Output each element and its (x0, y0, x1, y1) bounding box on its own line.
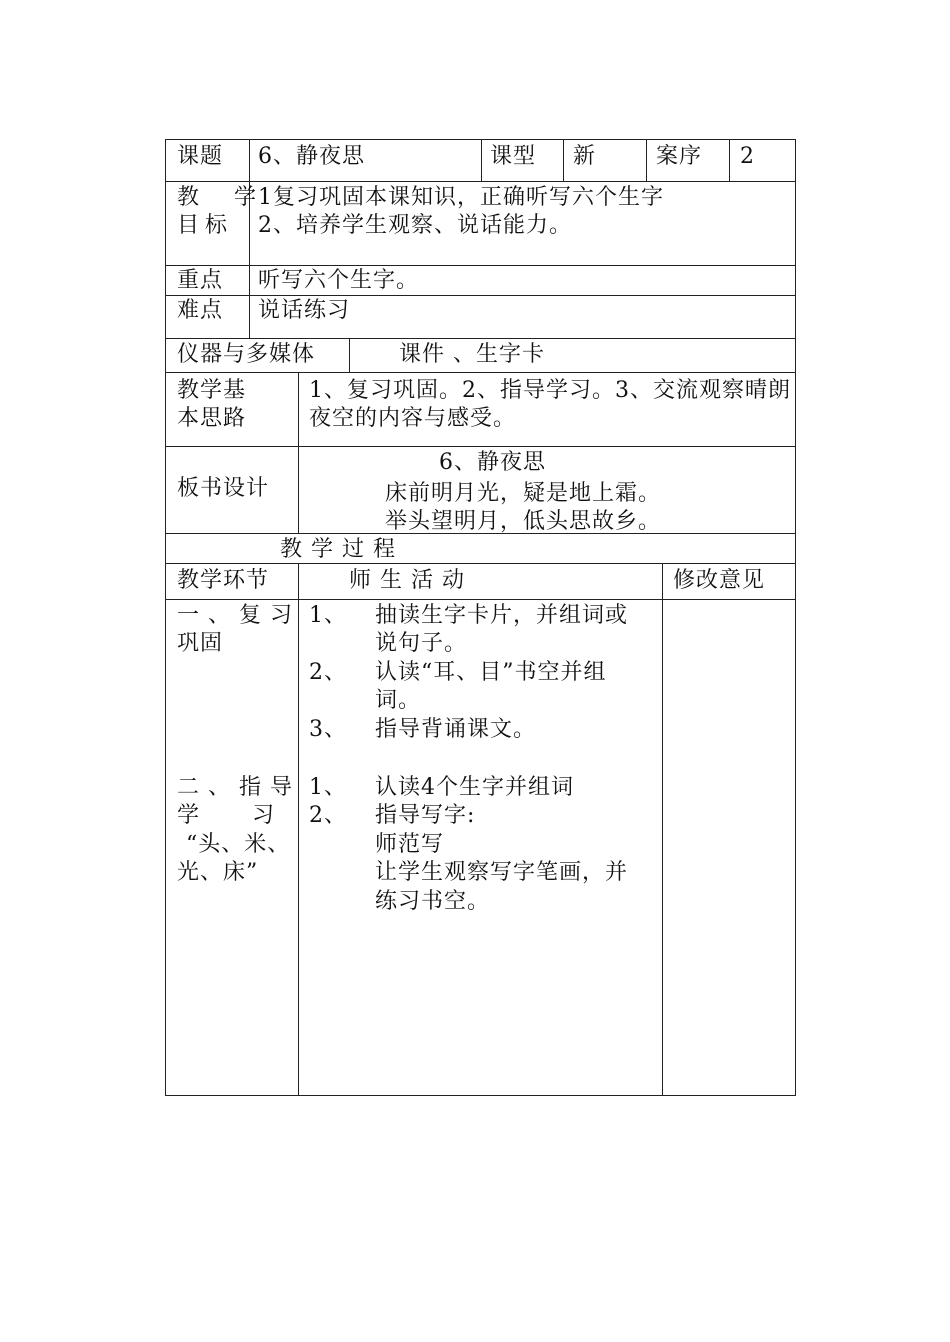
col-divider (729, 139, 730, 181)
section1-label-line2: 巩固 (177, 631, 224, 656)
type-value: 新 (573, 144, 597, 169)
case-value: 2 (740, 144, 755, 169)
media-label: 仪器与多媒体 (177, 342, 316, 367)
approach-line2: 夜空的内容与感受。 (309, 406, 517, 431)
approach-line1: 1、复习巩固。2、指导学习。3、交流观察晴朗 (309, 378, 791, 403)
col-divider (349, 338, 350, 372)
col-divider (298, 372, 299, 533)
focus-label: 重点 (177, 268, 224, 293)
section2-sub3: 练习书空。 (375, 889, 491, 914)
focus-value: 听写六个生字。 (258, 268, 420, 293)
section1-item1-num: 1、 (309, 603, 347, 628)
process-heading: 教 学 过 程 (280, 537, 396, 562)
col-divider (563, 139, 564, 181)
section2-label-line2: 学 习 (177, 803, 278, 828)
section1-item2-line2: 词。 (375, 688, 422, 713)
col-header-revision: 修改意见 (673, 568, 766, 593)
col-divider (662, 563, 663, 1096)
goals-label-line2: 目标 (177, 213, 234, 238)
difficulty-value: 说话练习 (258, 298, 351, 323)
col-divider (481, 139, 482, 181)
table-border-right (795, 139, 796, 1096)
col-divider (298, 563, 299, 1096)
board-label: 板书设计 (177, 476, 270, 501)
section1-item3-num: 3、 (309, 717, 347, 742)
section1-item3-line1: 指导背诵课文。 (375, 717, 537, 742)
section2-item2-line1: 指导写字: (375, 803, 476, 828)
section2-sub2: 让学生观察写字笔画，并 (375, 860, 629, 885)
board-title: 6、静夜思 (439, 450, 546, 475)
board-line1: 床前明月光，疑是地上霜。 (385, 481, 662, 506)
row-divider (165, 181, 796, 182)
section1-item2-num: 2、 (309, 660, 347, 685)
col-divider (646, 139, 647, 181)
row-divider (165, 446, 796, 447)
table-border-bottom (165, 1095, 796, 1096)
approach-label-line1: 教学基 (177, 378, 247, 403)
col-header-activity: 师 生 活 动 (349, 568, 465, 593)
topic-value: 6、静夜思 (258, 144, 365, 169)
goals-line2: 2、培养学生观察、说话能力。 (258, 213, 572, 238)
row-divider (165, 599, 796, 600)
section1-item1-line2: 说句子。 (375, 631, 468, 656)
section2-sub1: 师范写 (375, 832, 445, 857)
section1-item2-line1: 认读“耳、目”书空并组 (375, 660, 607, 685)
section2-item2-num: 2、 (309, 803, 347, 828)
section2-label-line3: “头、米、 (186, 832, 291, 857)
section2-item1-line1: 认读4个生字并组词 (375, 775, 574, 800)
media-value: 课件 、生字卡 (399, 342, 545, 367)
section2-item1-num: 1、 (309, 775, 347, 800)
col-divider (249, 139, 250, 338)
goals-label-line1: 教 学 (177, 185, 270, 210)
col-header-stage: 教学环节 (177, 568, 270, 593)
table-border-left (165, 139, 166, 1096)
section1-item1-line1: 抽读生字卡片，并组词或 (375, 603, 629, 628)
row-divider (165, 563, 796, 564)
topic-label: 课题 (177, 144, 224, 169)
difficulty-label: 难点 (177, 298, 224, 323)
type-label: 课型 (490, 144, 537, 169)
section2-label-line1: 二、指导 (177, 775, 302, 800)
goals-line1: 1复习巩固本课知识，正确听写六个生字 (258, 185, 664, 210)
case-label: 案序 (656, 144, 703, 169)
row-divider (165, 372, 796, 373)
section2-label-line4: 光、床” (177, 860, 259, 885)
approach-label-line2: 本思路 (177, 406, 247, 431)
row-divider (165, 338, 796, 339)
section1-label-line1: 一、复习 (177, 603, 302, 628)
board-line2: 举头望明月，低头思故乡。 (385, 509, 662, 534)
